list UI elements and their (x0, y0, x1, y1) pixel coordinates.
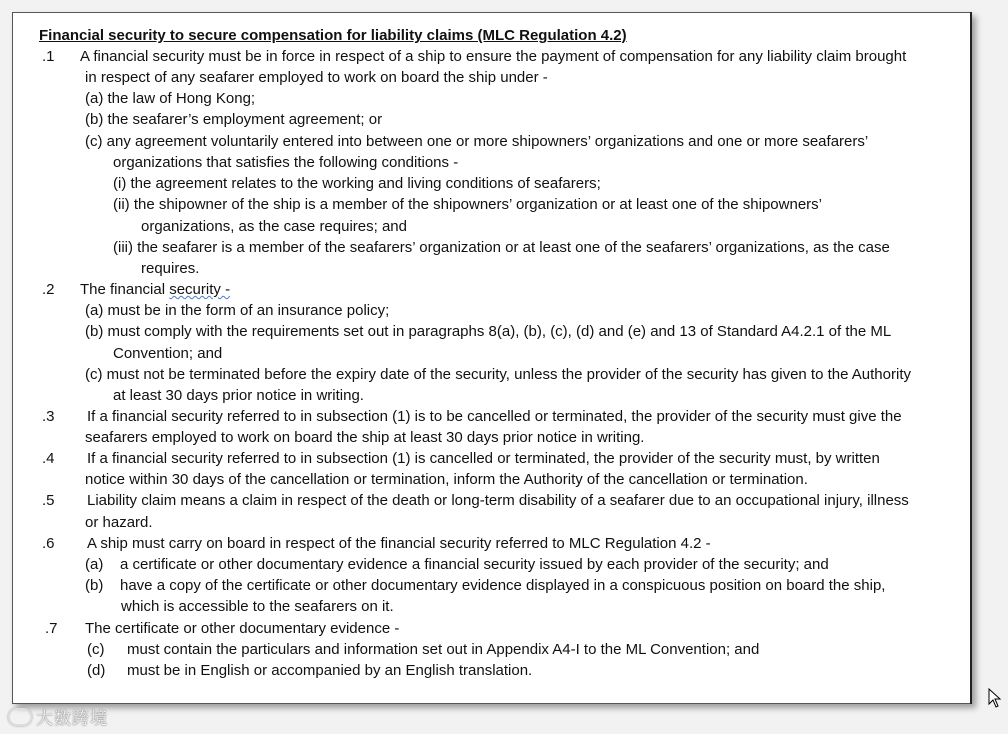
section-number: .2 (42, 281, 55, 298)
section-3-line-1: If a financial security referred to in subsection (1) is to be cancelled or terminated, the provider of the security must give the (87, 408, 902, 425)
section-1-item-iii: (iii) the seafarer is a member of the seafarers’ organization or at least one of the seafarers’ organizations, as the case (113, 239, 890, 256)
section-6-item-a: a certificate or other documentary evidence a financial security issued by each provider of the security; and (120, 556, 829, 573)
section-2-item-c-cont: at least 30 days prior notice in writing. (113, 387, 364, 404)
section-number: .5 (42, 492, 55, 509)
section-7-line-1: The certificate or other documentary evidence - (85, 620, 400, 637)
section-number: .1 (42, 48, 55, 65)
section-2-line-1 (80, 280, 230, 300)
section-6-item-b-label: (b) (85, 577, 104, 594)
section-number: .6 (42, 535, 55, 552)
section-6-item-b-cont: which is accessible to the seafarers on it. (121, 598, 394, 615)
section-2-item-b-cont: Convention; and (113, 345, 223, 362)
section-number: .3 (42, 408, 55, 425)
section-6-item-b: have a copy of the certificate or other documentary evidence displayed in a conspicuous position on board the ship, (120, 577, 886, 594)
section-number: .4 (42, 450, 55, 467)
watermark (8, 704, 108, 729)
section-1-item-iii-cont: requires. (141, 260, 200, 277)
watermark-text: 大数跨境 (36, 709, 108, 729)
section-6-line-1: A ship must carry on board in respect of the financial security referred to MLC Regulation 4.2 - (87, 535, 711, 552)
section-7-item-c: must contain the particulars and information set out in Appendix A4-I to the ML Convention; and (127, 641, 760, 658)
section-1-line-2: in respect of any seafarer employed to work on board the ship under - (85, 69, 548, 86)
mouse-pointer-icon (988, 688, 1002, 708)
document-title: Financial security to secure compensation for liability claims (MLC Regulation 4.2) (39, 27, 627, 44)
section-3-line-2: seafarers employed to work on board the ship at least 30 days prior notice in writing. (85, 429, 645, 446)
section-1-item-ii: (ii) the shipowner of the ship is a member of the shipowners’ organization or at least one of the shipowners’ (113, 196, 822, 213)
section-1-item-c-cont: organizations that satisfies the following conditions - (113, 154, 459, 171)
section-number: .7 (45, 620, 58, 637)
loop-logo-icon (8, 708, 32, 726)
section-2-item-c: (c) must not be terminated before the expiry date of the security, unless the provider of the security has given to the Authority (85, 366, 911, 383)
section-1-item-b: (b) the seafarer’s employment agreement; or (85, 111, 383, 128)
section-1-item-i: (i) the agreement relates to the working and living conditions of seafarers; (113, 175, 601, 192)
section-7-item-d: must be in English or accompanied by an English translation. (127, 662, 533, 679)
spellcheck-underline: security - (169, 281, 231, 298)
page-edge (970, 12, 972, 704)
section-2-lead: The financial (80, 281, 170, 298)
section-5-line-2: or hazard. (85, 514, 153, 531)
section-6-item-a-label: (a) (85, 556, 104, 573)
section-7-item-c-label: (c) (87, 641, 105, 658)
section-4-line-2: notice within 30 days of the cancellation or termination, inform the Authority of the cancellation or termination. (85, 471, 808, 488)
section-7-item-d-label: (d) (87, 662, 106, 679)
section-1-item-c: (c) any agreement voluntarily entered into between one or more shipowners’ organizations and one or more seafarers’ (85, 133, 869, 150)
section-4-line-1: If a financial security referred to in subsection (1) is cancelled or terminated, the provider of the security must, by written (87, 450, 880, 467)
section-5-line-1: Liability claim means a claim in respect of the death or long-term disability of a seafarer due to an occupational injury, illness (87, 492, 909, 509)
section-2-item-a: (a) must be in the form of an insurance policy; (85, 302, 390, 319)
section-1-item-ii-cont: organizations, as the case requires; and (141, 218, 407, 235)
section-2-item-b: (b) must comply with the requirements set out in paragraphs 8(a), (b), (c), (d) and (e) and 13 of Standard A4.2.1 of the ML (85, 323, 892, 340)
section-1-line-1: A financial security must be in force in respect of a ship to ensure the payment of compensation for any liability claim brought (80, 48, 907, 65)
section-1-item-a: (a) the law of Hong Kong; (85, 90, 256, 107)
